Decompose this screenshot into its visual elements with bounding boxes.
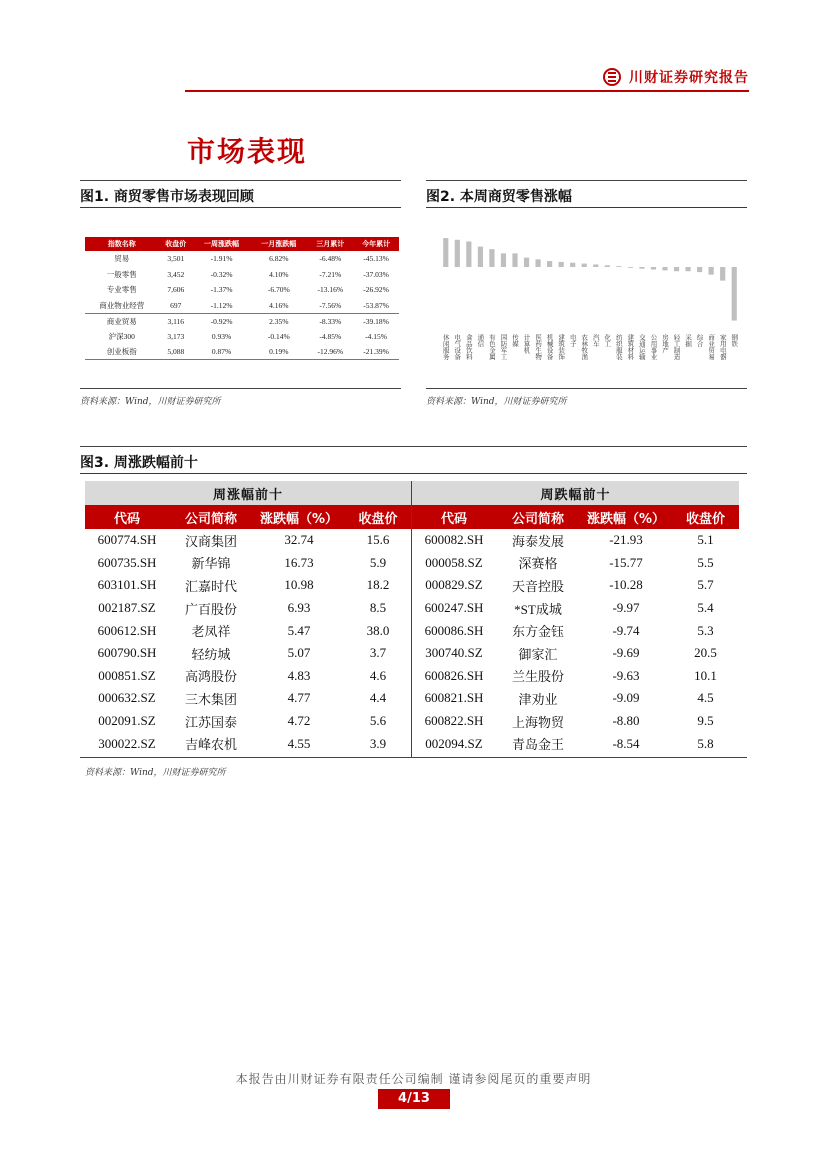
loser-cell: 上海物贸	[511, 714, 564, 730]
gainer-cell: 15.6	[366, 532, 390, 548]
loser-cell: -10.28	[609, 577, 643, 593]
x-tick-label: 商业贸易	[707, 334, 716, 360]
fig1-table-cell: -6.48%	[319, 254, 342, 264]
x-tick-label: 轻工制造	[672, 334, 681, 360]
fig1-table-cell: 3,173	[167, 331, 185, 341]
fig1-table-cell: 贸易	[114, 254, 130, 264]
loser-cell: 5.7	[697, 577, 714, 593]
gainer-cell: 600735.SH	[97, 554, 157, 570]
fig1-table-cell: -1.91%	[210, 254, 233, 264]
gainer-cell: 汉商集团	[184, 533, 237, 549]
gainer-cell: 吉峰农机	[184, 737, 237, 753]
gainer-cell: 三木集团	[184, 691, 237, 707]
gainer-cell: 4.83	[287, 667, 311, 683]
table-row	[85, 732, 747, 755]
gainer-cell: 4.4	[369, 690, 387, 706]
loser-cell: -8.54	[612, 735, 640, 751]
losers-group-header: 周跌幅前十	[412, 481, 739, 505]
fig2-source: 资料来源：Wind，川财证券研究所	[426, 397, 567, 407]
chart-bar	[697, 267, 702, 272]
losers-column-headers	[412, 505, 739, 529]
loser-cell: 深赛格	[518, 556, 558, 572]
col-change: 涨跌幅（%）	[586, 511, 666, 527]
chart-bar	[593, 264, 598, 267]
loser-cell: 600082.SH	[424, 532, 484, 548]
fig1-table-cell: 商业物业经营	[99, 300, 145, 310]
fig1-table-cell: -1.37%	[210, 285, 233, 295]
loser-cell: 600086.SH	[424, 622, 484, 638]
loser-cell: 600822.SH	[424, 713, 484, 729]
gainer-cell: 603101.SH	[97, 577, 157, 593]
chart-bar	[616, 266, 621, 267]
page-number: 4/13	[378, 1089, 450, 1109]
loser-cell: -9.69	[612, 645, 640, 661]
fig1-table-row	[85, 298, 399, 314]
chart-bar	[662, 267, 667, 270]
gainers-group-header: 周涨幅前十	[85, 481, 411, 505]
loser-cell: 20.5	[694, 645, 717, 661]
gainers-column-headers	[85, 505, 411, 529]
x-tick-label: 医药生物	[534, 334, 543, 360]
movers-table-body	[85, 529, 747, 755]
header-rule	[185, 90, 749, 92]
fig1-table-cell: 6.82%	[269, 254, 289, 264]
fig1-table-cell: -37.03%	[363, 269, 389, 279]
fig2-title: 图2. 本周商贸零售涨幅	[426, 189, 572, 205]
x-tick-label: 纺织服装	[614, 334, 623, 360]
chart-bar	[732, 267, 737, 321]
x-tick-label: 采掘	[684, 334, 693, 347]
fig1-table-cell: -7.56%	[319, 300, 342, 310]
fig1-table-row	[85, 344, 399, 360]
fig1-table-cell: -26.92%	[363, 285, 389, 295]
fig1-col-header: 收盘价	[159, 237, 193, 251]
loser-cell: *ST成城	[514, 601, 562, 617]
fig1-table-cell: -1.12%	[210, 300, 233, 310]
loser-cell: -21.93	[609, 532, 643, 548]
chart-bar	[535, 259, 540, 267]
chart-bar	[524, 258, 529, 267]
gainer-cell: 广百股份	[184, 601, 237, 617]
chart-bar	[582, 264, 587, 267]
x-tick-label: 汽车	[591, 334, 600, 347]
fig1-table-row	[85, 329, 399, 345]
x-tick-label: 食品饮料	[464, 334, 473, 360]
gainer-cell: 5.6	[369, 713, 387, 729]
fig1-col-header: 一周涨跌幅	[193, 237, 250, 251]
x-tick-label: 家用电器	[718, 334, 727, 360]
fig2-top-rule	[426, 180, 747, 181]
gainer-cell: 6.93	[287, 600, 311, 616]
loser-cell: 5.1	[697, 532, 714, 548]
table-row	[85, 574, 747, 597]
fig1-table-cell: 697	[170, 300, 182, 310]
chart-bar	[709, 267, 714, 275]
fig1-table-cell: 商业贸易	[85, 313, 159, 329]
fig1-table-cell: 0.19%	[250, 344, 307, 360]
fig1-table-cell: 3,501	[167, 254, 185, 264]
col-name: 公司简称	[184, 511, 237, 527]
x-tick-label: 电气设备	[453, 334, 462, 360]
table-row	[85, 552, 747, 575]
chart-bar	[455, 240, 460, 267]
fig1-table-row	[85, 251, 399, 267]
gainer-cell: 600612.SH	[97, 622, 157, 638]
loser-cell: 5.3	[697, 622, 714, 638]
table-row	[85, 710, 747, 733]
gainer-cell: 32.74	[284, 532, 314, 548]
fig1-col-header: 三月累计	[307, 237, 353, 251]
col-close: 收盘价	[685, 511, 725, 527]
fig1-table-cell: 2.35%	[250, 313, 307, 329]
loser-cell: 津劝业	[518, 691, 558, 707]
fig3-title: 图3. 周涨跌幅前十	[80, 455, 198, 471]
gainer-cell: 5.47	[287, 622, 311, 638]
fig1-table-row	[85, 313, 399, 329]
fig1-source: 资料来源：Wind，川财证券研究所	[80, 397, 221, 407]
loser-cell: 兰生股份	[511, 669, 564, 685]
fig1-col-header: 指数名称	[85, 237, 159, 251]
chart-bar	[466, 242, 471, 268]
fig1-table-cell: 3,116	[159, 313, 193, 329]
fig1-table-cell: -21.39%	[353, 344, 399, 360]
x-tick-label: 机械设备	[545, 334, 554, 360]
col-code: 代码	[113, 511, 140, 527]
fig1-table-cell: 0.87%	[193, 344, 250, 360]
gainer-cell: 老凤祥	[191, 624, 231, 640]
loser-cell: 000829.SZ	[425, 577, 483, 593]
fig2-bottom-rule	[426, 388, 747, 389]
table-divider	[411, 481, 412, 757]
gainer-cell: 4.6	[369, 667, 387, 683]
fig1-table-cell: 0.93%	[211, 331, 232, 341]
gainer-cell: 3.9	[369, 735, 387, 751]
fig1-table-cell: -0.92%	[193, 313, 250, 329]
chart-bar	[570, 263, 575, 267]
fig1-table-cell: -53.87%	[363, 300, 389, 310]
col-change: 涨跌幅（%）	[259, 511, 339, 527]
fig3-bottom-rule	[80, 757, 747, 758]
fig3-top-rule	[80, 446, 747, 447]
fig1-table-cell: -13.16%	[317, 285, 344, 295]
loser-cell: 东方金钰	[511, 624, 564, 640]
x-tick-label: 有色金属	[487, 334, 496, 360]
fig1-bottom-rule	[80, 388, 401, 389]
chart-bar	[512, 253, 517, 267]
gainer-cell: 000632.SZ	[98, 690, 156, 706]
x-tick-label: 计算机	[522, 334, 531, 354]
gainer-cell: 4.72	[287, 713, 311, 729]
loser-cell: -9.74	[612, 622, 640, 638]
brand-name: 川财证券研究报告	[629, 70, 749, 86]
gainer-cell: 002187.SZ	[98, 600, 156, 616]
table-row	[85, 597, 747, 620]
loser-cell: -8.80	[612, 713, 640, 729]
gainer-cell: 3.7	[369, 645, 387, 661]
loser-cell: 600821.SH	[424, 690, 484, 706]
loser-cell: 600247.SH	[424, 600, 484, 616]
section-title: 市场表现	[187, 135, 308, 168]
chart-bar	[685, 267, 690, 271]
x-tick-label: 建筑装饰	[557, 334, 566, 360]
fig1-table-cell: 沪深300	[108, 331, 135, 341]
fig1-index-table	[85, 237, 399, 360]
report-header	[603, 66, 749, 88]
fig1-col-header: 一月涨跌幅	[250, 237, 307, 251]
loser-cell: 5.5	[697, 554, 714, 570]
fig1-table-row	[85, 282, 399, 298]
chart-bar	[628, 267, 633, 268]
x-tick-label: 房地产	[661, 334, 669, 354]
gainer-cell: 5.07	[287, 645, 311, 661]
x-tick-label: 休闲服务	[441, 334, 450, 360]
x-tick-label: 交通运输	[637, 334, 646, 360]
fig1-table-cell: -0.14%	[267, 331, 290, 341]
gainer-cell: 002091.SZ	[98, 713, 156, 729]
fig1-table-cell: 3,452	[167, 269, 185, 279]
table-row	[85, 529, 747, 552]
table-row	[85, 665, 747, 688]
fig1-table-cell: -39.18%	[353, 313, 399, 329]
chart-bar	[674, 267, 679, 271]
gainer-cell: 8.5	[369, 600, 387, 616]
fig3-source: 资料来源：Wind，川财证券研究所	[85, 768, 226, 778]
fig2-bar-chart	[430, 222, 750, 372]
gainer-cell: 高鸿股份	[184, 669, 237, 685]
x-tick-label: 电子	[568, 334, 577, 347]
gainer-cell: 38.0	[366, 622, 390, 638]
loser-cell: -9.63	[612, 667, 640, 683]
table-row	[85, 687, 747, 710]
col-code: 代码	[440, 511, 467, 527]
x-tick-label: 传媒	[511, 334, 519, 347]
fig2-title-rule	[426, 207, 747, 208]
fig1-table-cell: -45.13%	[363, 254, 389, 264]
chart-bar	[547, 261, 552, 267]
gainer-cell: 300022.SZ	[98, 735, 156, 751]
fig1-table-cell: 创业板指	[85, 344, 159, 360]
loser-cell: 4.5	[697, 690, 714, 706]
x-tick-label: 建筑材料	[626, 334, 635, 360]
fig1-col-header: 今年累计	[353, 237, 399, 251]
fig3-title-rule	[80, 473, 747, 474]
loser-cell: 5.8	[697, 735, 714, 751]
chart-bar	[443, 238, 448, 267]
fig1-table-cell: 4.16%	[269, 300, 289, 310]
fig1-table-cell: -8.33%	[307, 313, 353, 329]
fig1-table-cell: -4.15%	[365, 331, 388, 341]
loser-cell: 天音控股	[511, 578, 564, 594]
fig1-table-cell: -7.21%	[319, 269, 342, 279]
loser-cell: -15.77	[609, 554, 643, 570]
loser-cell: 10.1	[694, 667, 717, 683]
x-tick-label: 国防军工	[499, 334, 508, 360]
x-tick-label: 化工	[603, 334, 612, 347]
gainer-cell: 600774.SH	[97, 532, 157, 548]
loser-cell: -9.09	[612, 690, 640, 706]
fig1-table-cell: -6.70%	[267, 285, 290, 295]
loser-cell: 9.5	[697, 713, 714, 729]
chart-bar	[489, 249, 494, 267]
x-tick-label: 通信	[476, 334, 485, 347]
gainer-cell: 16.73	[284, 554, 314, 570]
loser-cell: -9.97	[612, 600, 640, 616]
fig1-table-cell: 7,606	[167, 285, 185, 295]
loser-cell: 300740.SZ	[425, 645, 483, 661]
chart-bar	[651, 267, 656, 270]
fig1-table-cell: -4.85%	[319, 331, 342, 341]
gainer-cell: 4.55	[287, 735, 311, 751]
chart-bar	[478, 247, 483, 267]
loser-cell: 002094.SZ	[425, 735, 483, 751]
footer-disclaimer: 本报告由川财证券有限责任公司编制 谨请参阅尾页的重要声明	[235, 1072, 592, 1086]
gainer-cell: 000851.SZ	[98, 667, 156, 683]
chart-bar	[559, 262, 564, 267]
chart-bar	[501, 253, 506, 267]
x-tick-label: 钢铁	[730, 334, 739, 347]
x-tick-label: 农林牧渔	[580, 334, 589, 360]
chuancai-logo-icon	[603, 68, 621, 86]
chart-bar	[605, 265, 610, 267]
gainer-cell: 10.98	[284, 577, 314, 593]
fig1-title: 图1. 商贸零售市场表现回顾	[80, 189, 254, 205]
fig1-table-cell: 一般零售	[106, 269, 137, 279]
gainer-cell: 新华锦	[191, 556, 231, 572]
col-name: 公司简称	[511, 511, 564, 527]
fig1-top-rule	[80, 180, 401, 181]
gainer-cell: 轻纺城	[191, 646, 231, 662]
fig1-table-cell: 5,088	[159, 344, 193, 360]
loser-cell: 600826.SH	[424, 667, 484, 683]
loser-cell: 000058.SZ	[425, 554, 483, 570]
fig1-table-cell: 专业零售	[106, 285, 137, 295]
loser-cell: 5.4	[697, 600, 714, 616]
table-row	[85, 642, 747, 665]
gainer-cell: 5.9	[369, 554, 387, 570]
fig1-table-cell: 4.10%	[269, 269, 289, 279]
loser-cell: 青岛金王	[511, 737, 564, 753]
chart-bar	[639, 267, 644, 269]
loser-cell: 海泰发展	[511, 533, 564, 549]
loser-cell: 御家汇	[518, 646, 558, 662]
gainer-cell: 江苏国泰	[184, 714, 237, 730]
fig1-header-row	[85, 237, 399, 251]
fig1-title-rule	[80, 207, 401, 208]
table-row	[85, 619, 747, 642]
fig1-table-cell: -0.32%	[210, 269, 233, 279]
fig1-table-row	[85, 267, 399, 283]
x-tick-label: 综合	[695, 334, 704, 347]
col-close: 收盘价	[358, 511, 398, 527]
gainer-cell: 汇嘉时代	[184, 578, 237, 594]
chart-bar	[720, 267, 725, 281]
x-tick-label: 公用事业	[649, 334, 658, 360]
gainer-cell: 4.77	[287, 690, 311, 706]
gainer-cell: 600790.SH	[97, 645, 157, 661]
fig1-table-cell: -12.96%	[307, 344, 353, 360]
gainer-cell: 18.2	[366, 577, 390, 593]
